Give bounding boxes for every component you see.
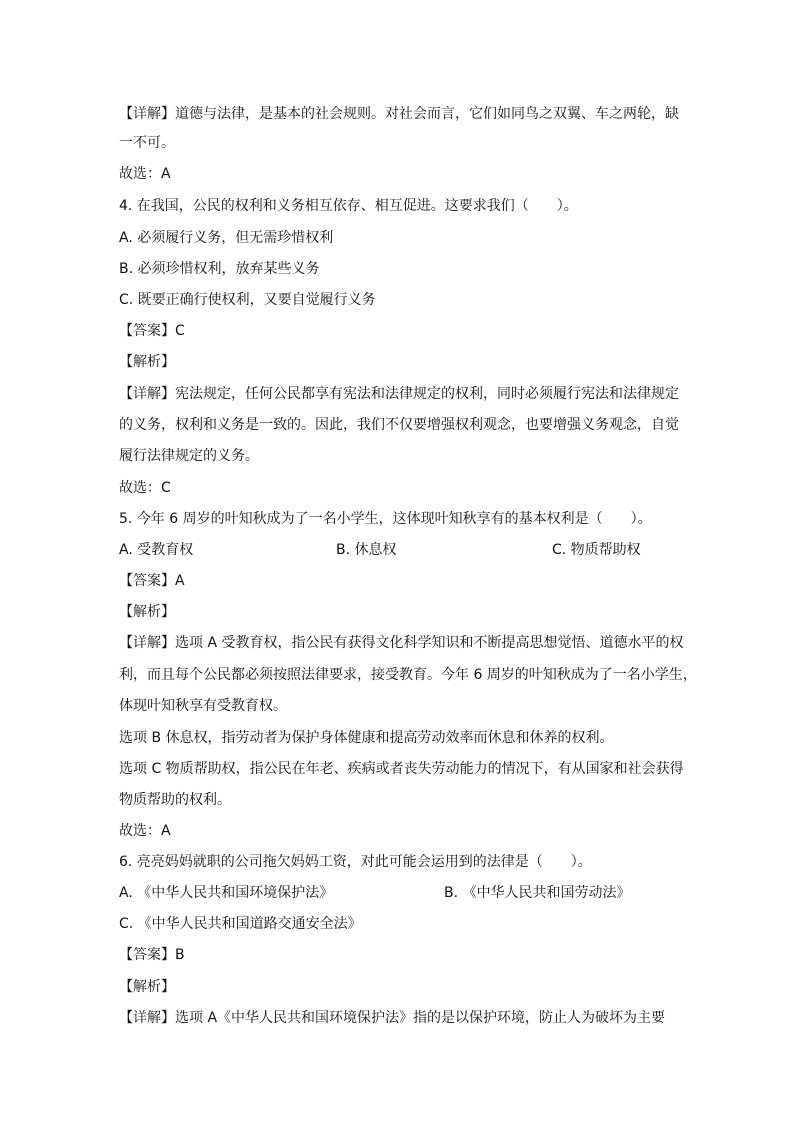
q5-option-b: B. 休息权 (336, 542, 397, 558)
q5-analysis-label: 【解析】 (119, 604, 175, 620)
q4-option-b: B. 必须珍惜权利，放弃某些义务 (119, 261, 320, 277)
q4-analysis-label: 【解析】 (119, 354, 175, 370)
detail-label: 【详解】 (119, 386, 175, 402)
q6-detail-line-1 (119, 1009, 665, 1027)
q4-option-c: C. 既要正确行使权利，又要自觉履行义务 (119, 292, 376, 308)
detail-text: 道德与法律，是基本的社会规则。对社会而言，它们如同鸟之双翼、车之两轮，缺 (175, 106, 679, 122)
detail-label: 【详解】 (119, 1010, 175, 1026)
q4-detail-line-3: 履行法律规定的义务。 (119, 448, 259, 464)
q5-detail-line-4: 选项 B 休息权，指劳动者为保护身体健康和提高劳动效率而休息和休养的权利。 (119, 730, 614, 746)
q4-detail-line-1 (119, 385, 679, 403)
q3-detail-line-1 (119, 105, 679, 123)
q6-option-b: B. 《中华人民共和国劳动法》 (444, 885, 631, 901)
q4-choice: 故选：C (119, 480, 171, 496)
q3-detail-line-2: 一不可。 (119, 135, 175, 151)
q5-option-a: A. 受教育权 (119, 542, 194, 558)
q4-answer: 【答案】C (119, 323, 185, 339)
detail-text: 选项 A 受教育权，指公民有获得文化科学知识和不断提高思想觉悟、道德水平的权 (175, 635, 684, 651)
detail-label: 【详解】 (119, 635, 175, 651)
q4-detail-line-2: 的义务，权利和义务是一致的。因此，我们不仅要增强权利观念，也要增强义务观念，自觉 (119, 417, 679, 433)
q5-detail-line-6: 物质帮助的权利。 (119, 792, 231, 808)
q4-option-a: A. 必须履行义务，但无需珍惜权利 (119, 230, 334, 246)
q5-question: 5. 今年 6 周岁的叶知秋成为了一名小学生，这体现叶知秋享有的基本权利是（ ）。 (119, 511, 652, 527)
detail-text: 选项 A《中华人民共和国环境保护法》指的是以保护环境，防止人为破坏为主要 (175, 1010, 666, 1026)
q5-detail-line-1 (119, 634, 683, 652)
q4-question: 4. 在我国，公民的权利和义务相互依存、相互促进。这要求我们（ ）。 (119, 198, 578, 214)
q5-detail-line-3: 体现叶知秋享有受教育权。 (119, 698, 287, 714)
q3-choice: 故选：A (119, 166, 171, 182)
q5-option-c: C. 物质帮助权 (552, 542, 641, 558)
q5-detail-line-5: 选项 C 物质帮助权，指公民在年老、疾病或者丧失劳动能力的情况下，有从国家和社会获得 (119, 761, 684, 777)
detail-label: 【详解】 (119, 106, 175, 122)
q6-answer: 【答案】B (119, 947, 185, 963)
q6-option-c: C. 《中华人民共和国道路交通安全法》 (119, 916, 362, 932)
detail-text: 宪法规定，任何公民都享有宪法和法律规定的权利，同时必须履行宪法和法律规定 (175, 386, 679, 402)
q5-choice: 故选：A (119, 823, 171, 839)
q5-answer: 【答案】A (119, 573, 185, 589)
q6-question: 6. 亮亮妈妈就职的公司拖欠妈妈工资，对此可能会运用到的法律是（ ）。 (119, 854, 592, 870)
q6-option-a: A. 《中华人民共和国环境保护法》 (119, 885, 334, 901)
q6-analysis-label: 【解析】 (119, 979, 175, 995)
q5-detail-line-2: 利，而且每个公民都必须按照法律要求，接受教育。今年 6 周岁的叶知秋成为了一名小学生， (119, 667, 697, 683)
